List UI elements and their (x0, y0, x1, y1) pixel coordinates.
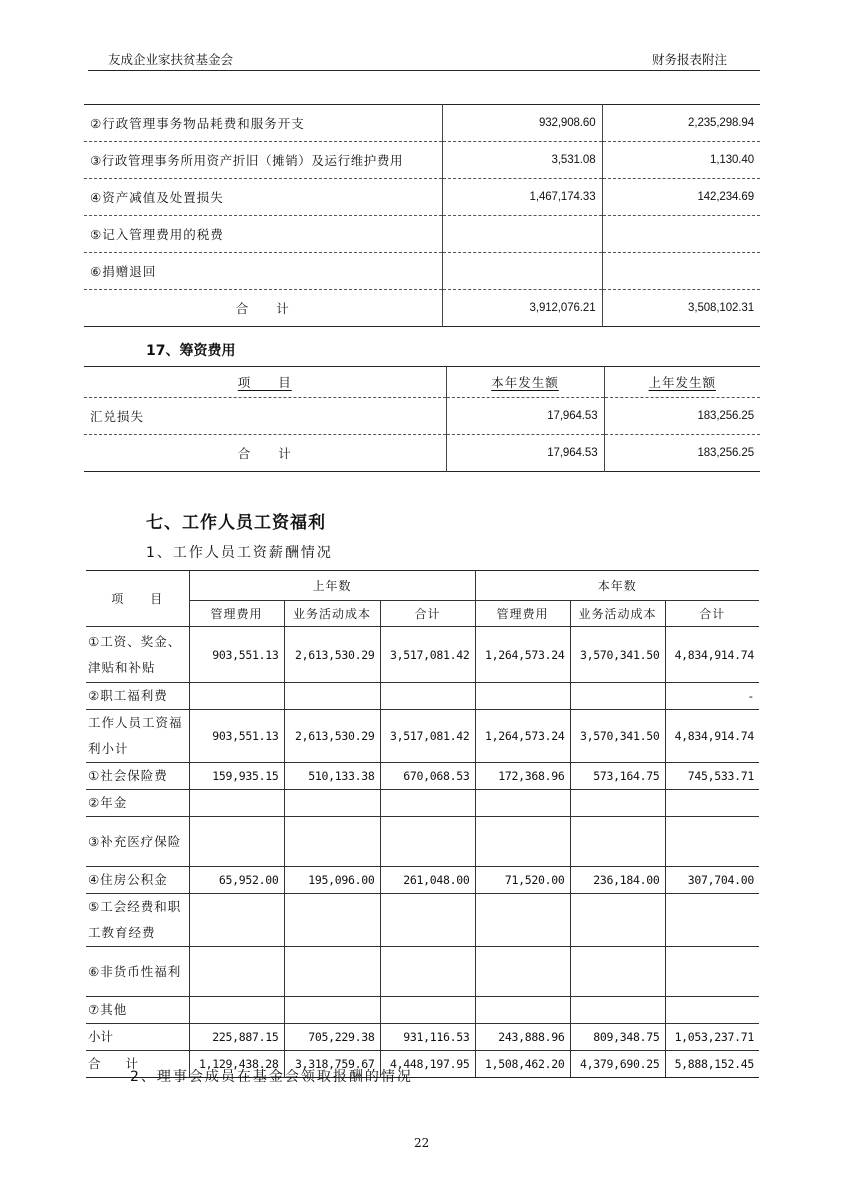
row-label: ③行政管理事务所用资产折旧（摊销）及运行维护费用 (84, 142, 442, 179)
table-row (86, 997, 759, 1024)
row-label: ②行政管理事务物品耗费和服务开支 (84, 105, 442, 142)
value-cell: 71,520.00 (475, 867, 570, 894)
value-cell (570, 683, 665, 710)
current-year-cell: 932,908.60 (442, 105, 602, 142)
value-cell (380, 997, 475, 1024)
subheader-admin: 管理费用 (475, 601, 570, 627)
value-cell: 745,533.71 (665, 763, 759, 790)
value-cell (665, 894, 759, 947)
value-cell: 2,613,530.29 (284, 710, 380, 763)
header-item-label: 项 目 (237, 375, 292, 390)
value-cell: - (665, 683, 759, 710)
value-cell (380, 894, 475, 947)
header-rule (88, 70, 760, 71)
value-cell: 3,318,759.67 (284, 1051, 380, 1078)
current-year-cell: 3,531.08 (442, 142, 602, 179)
value-cell: 65,952.00 (189, 867, 284, 894)
table-row (86, 1024, 759, 1051)
value-cell: 903,551.13 (189, 627, 284, 683)
prior-year-total: 3,508,102.31 (602, 290, 760, 327)
table-row (84, 216, 760, 253)
value-cell: 243,888.96 (475, 1024, 570, 1051)
value-cell: 307,704.00 (665, 867, 759, 894)
value-cell (665, 817, 759, 867)
value-cell: 5,888,152.45 (665, 1051, 759, 1078)
table-row (84, 105, 760, 142)
subheader-total: 合计 (380, 601, 475, 627)
value-cell (284, 817, 380, 867)
total-label: 合 计 (84, 290, 442, 327)
section-7-heading: 七、工作人员工资福利 (146, 513, 326, 533)
value-cell (380, 947, 475, 997)
value-cell: 573,164.75 (570, 763, 665, 790)
prior-year-cell (602, 216, 760, 253)
value-cell (189, 790, 284, 817)
current-year-cell: 1,467,174.33 (442, 179, 602, 216)
value-cell: 225,887.15 (189, 1024, 284, 1051)
table-row (86, 867, 759, 894)
current-year-total: 17,964.53 (446, 435, 604, 472)
value-cell: 3,570,341.50 (570, 710, 665, 763)
row-label: ⑦其他 (86, 997, 189, 1024)
value-cell (570, 894, 665, 947)
value-cell: 670,068.53 (380, 763, 475, 790)
value-cell: 3,517,081.42 (380, 710, 475, 763)
row-label: ⑤记入管理费用的税费 (84, 216, 442, 253)
value-cell (189, 997, 284, 1024)
header-current-year-label: 本年发生额 (491, 375, 559, 390)
header-prior-year: 上年数 (189, 571, 475, 601)
current-year-cell: 17,964.53 (446, 398, 604, 435)
table-row (86, 763, 759, 790)
current-year-total: 3,912,076.21 (442, 290, 602, 327)
table-row (86, 790, 759, 817)
header-org-name: 友成企业家扶贫基金会 (108, 52, 234, 67)
value-cell: 903,551.13 (189, 710, 284, 763)
prior-year-total: 183,256.25 (604, 435, 760, 472)
financing-expense-table (84, 366, 760, 472)
value-cell (189, 683, 284, 710)
value-cell: 4,379,690.25 (570, 1051, 665, 1078)
value-cell (284, 947, 380, 997)
section-17-heading: 17、筹资费用 (146, 343, 236, 359)
value-cell: 236,184.00 (570, 867, 665, 894)
prior-year-cell: 1,130.40 (602, 142, 760, 179)
value-cell (475, 817, 570, 867)
value-cell: 705,229.38 (284, 1024, 380, 1051)
header-current-year: 本年数 (475, 571, 759, 601)
page-number: 22 (414, 1136, 430, 1150)
row-label: ②年金 (86, 790, 189, 817)
value-cell (475, 790, 570, 817)
header-prior-year (604, 367, 760, 398)
value-cell (475, 997, 570, 1024)
value-cell (475, 683, 570, 710)
prior-year-cell: 2,235,298.94 (602, 105, 760, 142)
value-cell: 510,133.38 (284, 763, 380, 790)
value-cell (284, 790, 380, 817)
table-row (86, 947, 759, 997)
value-cell: 159,935.15 (189, 763, 284, 790)
value-cell: 4,834,914.74 (665, 710, 759, 763)
table-total-row (84, 290, 760, 327)
subheader-total: 合计 (665, 601, 759, 627)
value-cell: 4,834,914.74 (665, 627, 759, 683)
table-row (86, 894, 759, 947)
table-row (84, 142, 760, 179)
table-row (84, 398, 760, 435)
value-cell (380, 817, 475, 867)
value-cell: 3,517,081.42 (380, 627, 475, 683)
value-cell: 195,096.00 (284, 867, 380, 894)
value-cell: 1,129,438.28 (189, 1051, 284, 1078)
row-label: 小计 (86, 1024, 189, 1051)
staff-compensation-table (86, 570, 759, 1078)
value-cell (189, 894, 284, 947)
value-cell (284, 683, 380, 710)
value-cell (189, 947, 284, 997)
row-label: ③补充医疗保险 (86, 817, 189, 867)
value-cell (665, 790, 759, 817)
staff-compensation-body (86, 627, 759, 1078)
table-header-row (84, 367, 760, 398)
row-label: ⑥非货币性福利 (86, 947, 189, 997)
subheader-program: 业务活动成本 (284, 601, 380, 627)
row-label: 汇兑损失 (84, 398, 446, 435)
total-label: 合 计 (84, 435, 446, 472)
value-cell: 261,048.00 (380, 867, 475, 894)
prior-year-cell: 142,234.69 (602, 179, 760, 216)
value-cell: 1,264,573.24 (475, 627, 570, 683)
table-row (86, 817, 759, 867)
prior-year-cell: 183,256.25 (604, 398, 760, 435)
subheader-admin: 管理费用 (189, 601, 284, 627)
row-label: 合 计 (86, 1051, 189, 1078)
admin-expense-table (84, 104, 760, 327)
value-cell (665, 997, 759, 1024)
header-current-year (446, 367, 604, 398)
value-cell (284, 894, 380, 947)
header-prior-year-label: 上年发生额 (648, 375, 716, 390)
value-cell (570, 997, 665, 1024)
table-row (84, 179, 760, 216)
value-cell: 809,348.75 (570, 1024, 665, 1051)
value-cell (380, 790, 475, 817)
value-cell: 931,116.53 (380, 1024, 475, 1051)
table-row (86, 627, 759, 683)
value-cell (475, 947, 570, 997)
header-document-title: 财务报表附注 (652, 52, 728, 67)
value-cell (570, 947, 665, 997)
value-cell (284, 997, 380, 1024)
header-item: 项 目 (86, 571, 189, 627)
value-cell: 2,613,530.29 (284, 627, 380, 683)
value-cell (475, 894, 570, 947)
subsection-1-heading: 1、工作人员工资薪酬情况 (146, 545, 333, 561)
row-label: ①社会保险费 (86, 763, 189, 790)
current-year-cell (442, 216, 602, 253)
subsection-2-heading: 2、理事会成员在基金会领取报酬的情况 (130, 1069, 413, 1085)
table-row (84, 253, 760, 290)
row-label: ①工资、奖金、津贴和补贴 (86, 627, 189, 683)
row-label: ⑤工会经费和职工教育经费 (86, 894, 189, 947)
value-cell: 1,053,237.71 (665, 1024, 759, 1051)
row-label: 工作人员工资福利小计 (86, 710, 189, 763)
value-cell (570, 790, 665, 817)
subheader-program: 业务活动成本 (570, 601, 665, 627)
current-year-cell (442, 253, 602, 290)
value-cell (665, 947, 759, 997)
value-cell (380, 683, 475, 710)
value-cell: 3,570,341.50 (570, 627, 665, 683)
value-cell (570, 817, 665, 867)
table-header-row (86, 571, 759, 601)
value-cell (189, 817, 284, 867)
table-row (86, 683, 759, 710)
value-cell: 172,368.96 (475, 763, 570, 790)
table-total-row (84, 435, 760, 472)
row-label: ④资产减值及处置损失 (84, 179, 442, 216)
prior-year-cell (602, 253, 760, 290)
row-label: ②职工福利费 (86, 683, 189, 710)
table-row (86, 710, 759, 763)
value-cell: 4,448,197.95 (380, 1051, 475, 1078)
row-label: ⑥捐赠退回 (84, 253, 442, 290)
value-cell: 1,264,573.24 (475, 710, 570, 763)
row-label: ④住房公积金 (86, 867, 189, 894)
value-cell: 1,508,462.20 (475, 1051, 570, 1078)
header-item (84, 367, 446, 398)
